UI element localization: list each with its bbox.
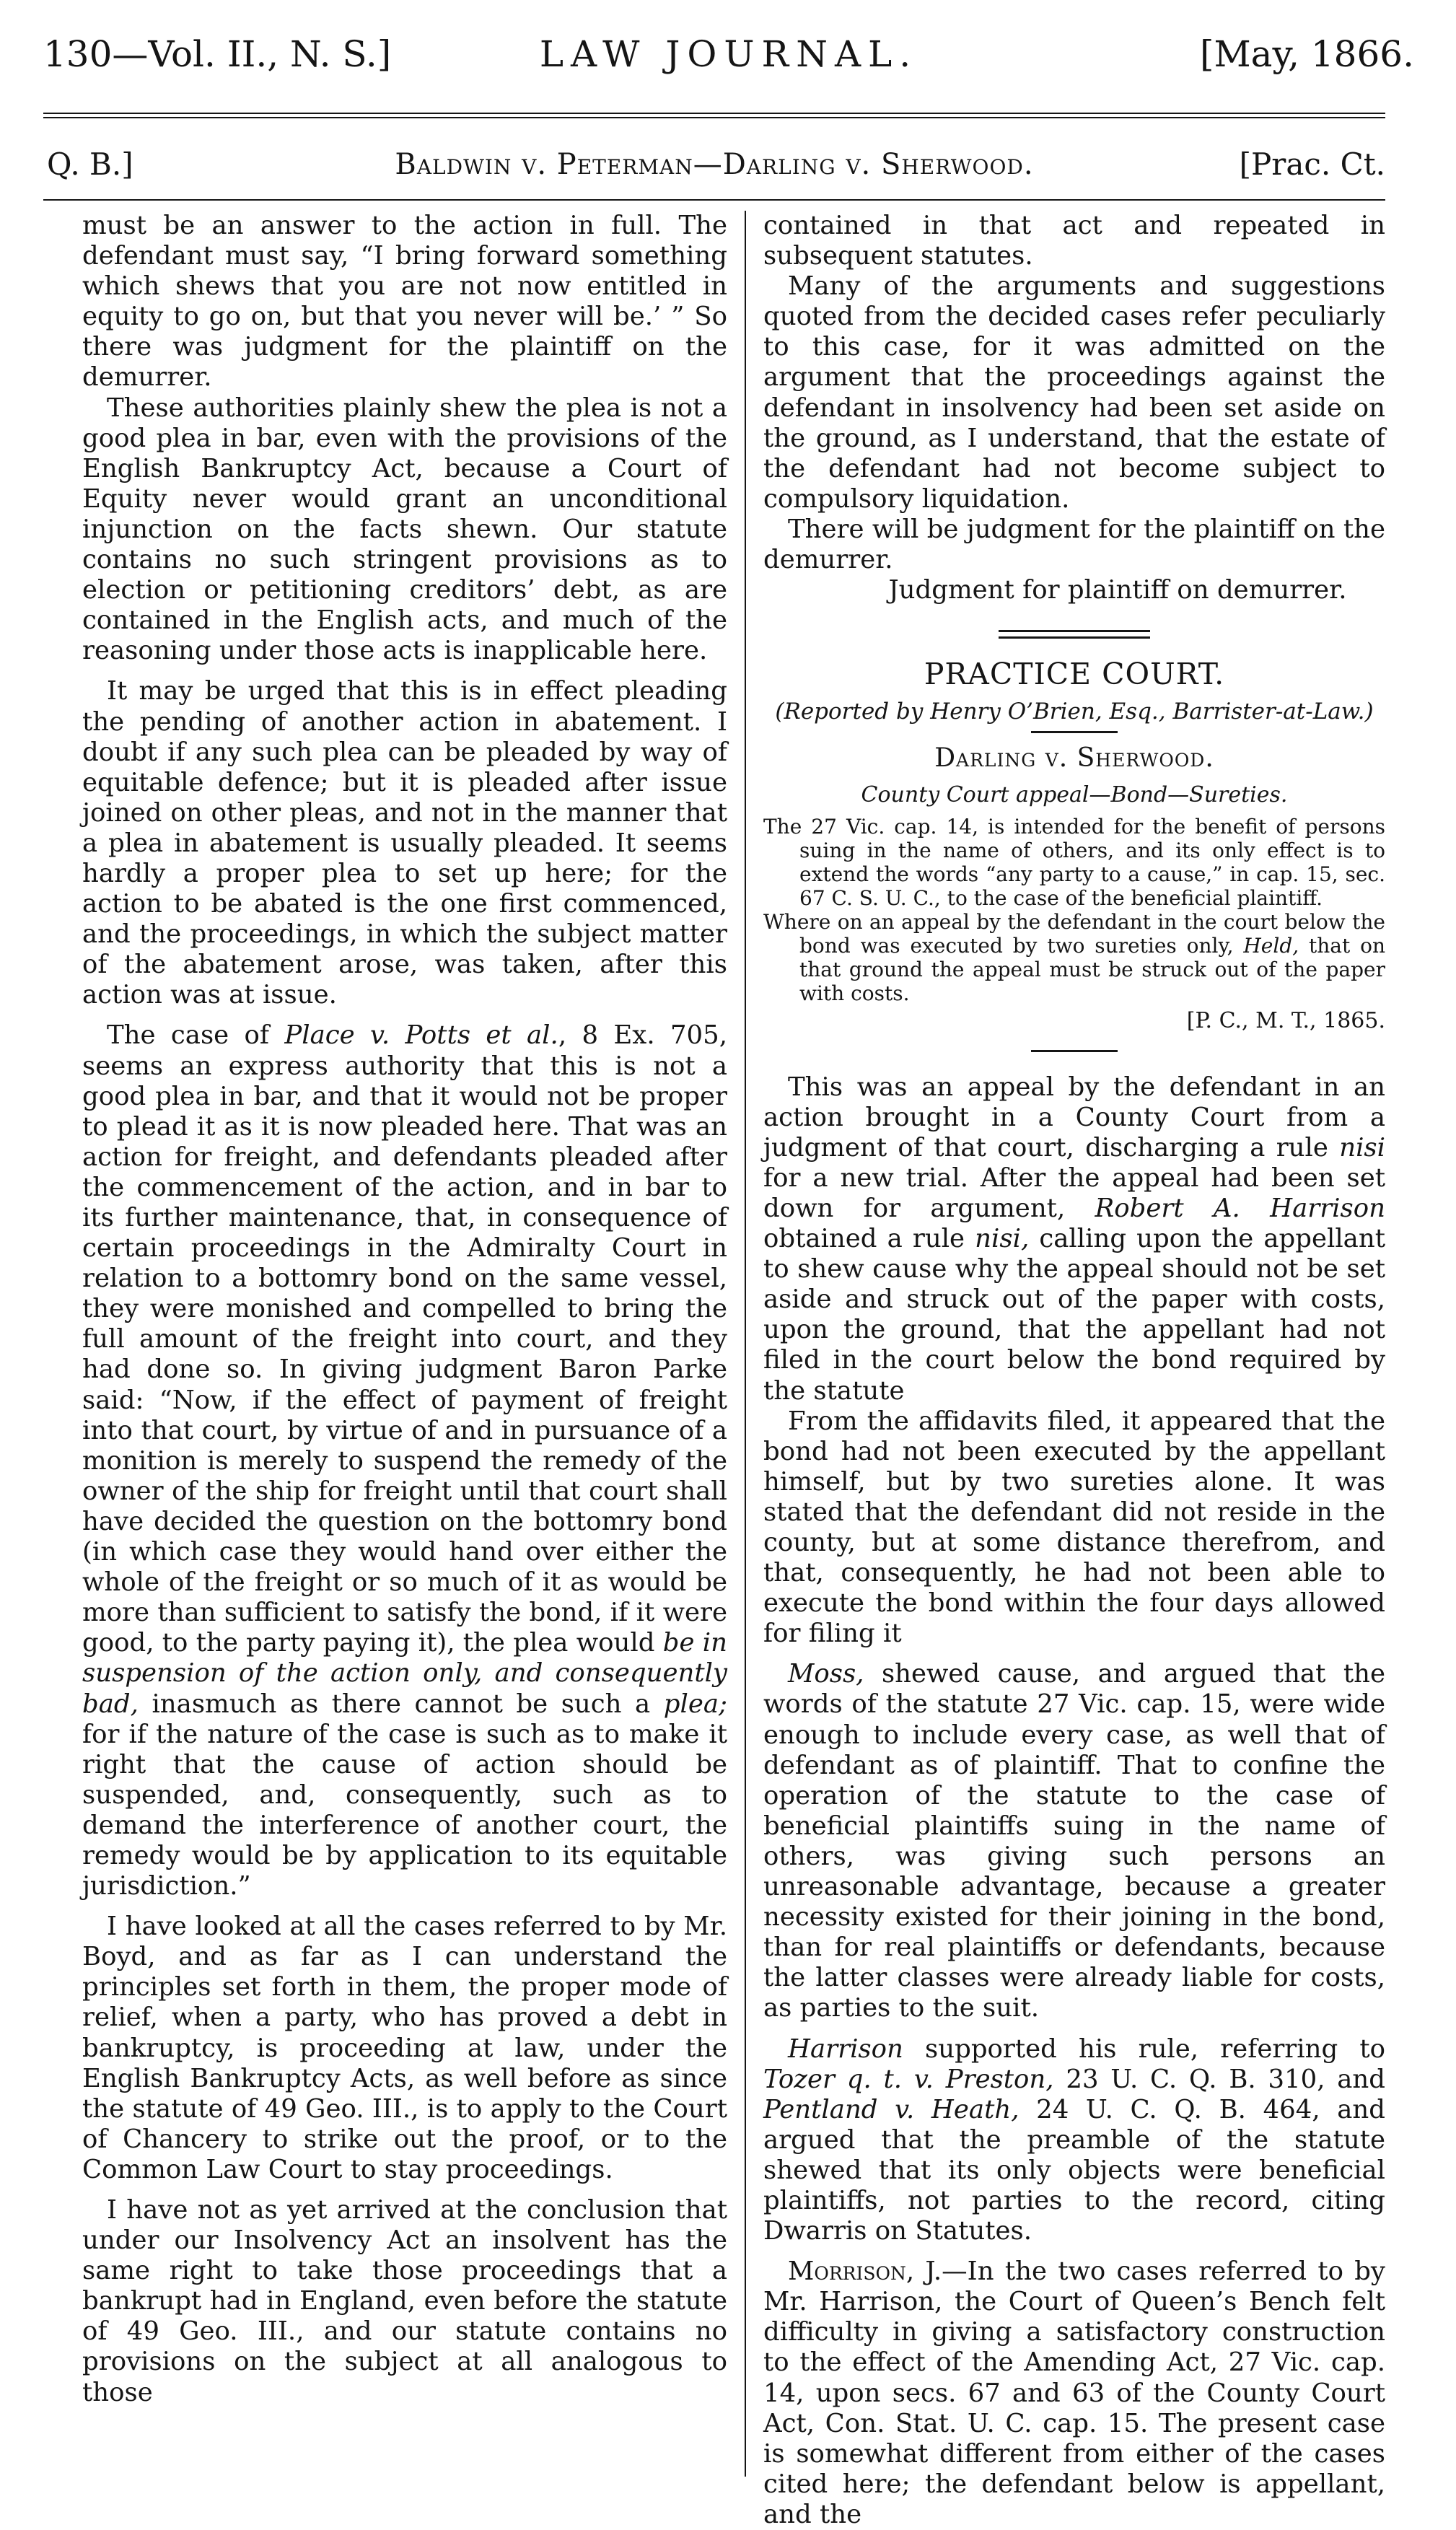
paragraph-abatement: It may be urged that this is in effect pleading the pending of another action in abatement. I doubt if any such plea can be pleaded by way of equitable defence; but it is pleaded after issue joined on other pleas, and not in the manner that a plea in abatement is usually pleaded. It seems hardly a proper plea to set up here; for the action to be abated is the one first commenced, and the proceedings, in which the subject matter of the abatement arose, was taken, after this action was at issue. bbox=[82, 676, 727, 1010]
section-head-court: Q. B.] bbox=[47, 146, 133, 182]
running-head bbox=[43, 30, 1414, 78]
headnotes bbox=[763, 815, 1385, 1005]
section-rule-double bbox=[763, 630, 1385, 639]
case-title: Darling v. Sherwood. bbox=[934, 743, 1214, 774]
case-citation: Place v. Potts et al. bbox=[284, 1020, 558, 1051]
short-rule-2 bbox=[1031, 1050, 1118, 1052]
section-head-rule bbox=[43, 199, 1385, 201]
short-rule bbox=[1031, 731, 1118, 733]
judgment-line: Judgment for plaintiff on demurrer. bbox=[888, 575, 1347, 605]
column-divider bbox=[745, 211, 746, 2477]
case-subject: County Court appeal—Bond—Sureties. bbox=[861, 782, 1288, 807]
running-head-journal-title: LAW JOURNAL. bbox=[539, 33, 918, 75]
paragraph-affidavits: From the affidavits filed, it appeared that the bond had not been executed by the appellant himself, but by two sureties alone. It was stated that the defendant did not reside in the county, but at some distance therefrom, and that, consequently, he had not been able to execute the bond within the four days allowed for filing it bbox=[763, 1406, 1385, 1649]
paragraph-moss: Moss, shewed cause, and argued that the words of the statute 27 Vic. cap. 15, were wide enough to include every case, as well that of defendant as of plaintiff. That to confine the operation of the statute to the case of beneficial plaintiffs suing in the name of others, was giving such persons an unreasonable advantage, because a greater necessity existed for their joining in the bond, than for real plaintiffs or defendants, because the latter classes were already liable for costs, as parties to the suit. bbox=[763, 1659, 1385, 2023]
right-column bbox=[763, 211, 1385, 2530]
paragraph-insolvency-act: I have not as yet arrived at the conclusion that under our Insolvency Act an insolvent has the same right to take those proceedings that a bankrupt had in England, even before the statute of 49 Geo. III., and our statute contains no provisions on the subject at all analogous to those bbox=[82, 2195, 727, 2407]
section-head-cases: Baldwin v. Peterman—Darling v. Sherwood. bbox=[395, 148, 1034, 181]
paragraph-statutes: contained in that act and repeated in subsequent statutes. bbox=[763, 211, 1385, 271]
header-rule-bottom bbox=[43, 117, 1385, 118]
headnote-1: The 27 Vic. cap. 14, is intended for the benefit of persons suing in the name of others, and its only effect is to extend the words “any party to a cause,” in cap. 15, sec. 67 C. S. U. C., to the case of the beneficial plaintiff. bbox=[763, 814, 1385, 910]
paragraph-arguments: Many of the arguments and suggestions quoted from the decided cases refer peculiarly to this case, for it was admitted on the argument that the proceedings against the defendant in insolvency had been set aside on the ground, as I understand, that the estate of the defendant had not become subject to compulsory liquidation. bbox=[763, 271, 1385, 514]
reporter-line: (Reported by Henry O’Brien, Esq., Barrister-at-Law.) bbox=[775, 699, 1374, 725]
left-column bbox=[82, 211, 727, 2408]
italic-phrase: be in suspension of the action only, and consequently bad, bbox=[82, 1628, 727, 1719]
term-citation: [P. C., M. T., 1865. bbox=[1186, 1007, 1385, 1033]
paragraph-authorities: These authorities plainly shew the plea is not a good plea in bar, even with the provisions of the English Bankruptcy Act, because a Court of Equity never would grant an unconditional injunction on the facts shewn. Our statute contains no such stringent provisions as to election or petitioning creditors’ debt, as are contained in the English acts, and much of the reasoning under those acts is inapplicable here. bbox=[82, 393, 727, 666]
paragraph-mr-boyd: I have looked at all the cases referred to by Mr. Boyd, and as far as I can understand the principles set forth in them, the proper mode of relief, when a party, who has proved a debt in bankruptcy, is proceeding at law, under the English Bankruptcy Acts, as well before as since the statute of 49 Geo. III., is to apply to the Court of Chancery to strike out the proof, or to the Common Law Court to stay proceedings. bbox=[82, 1912, 727, 2184]
paragraph-place-v-potts: The case of Place v. Potts et al., 8 Ex. 705, seems an express authority that this is not a good plea in bar, and that it would not be proper to plead it as it is now pleaded here. That was an action for freight, and defendants pleaded after the commencement of the action, and in bar to its further maintenance, that, in consequence of certain proceedings in the Admiralty Court in relation to a bottomry bond on the same vessel, they were monished and compelled to bring the full amount of the freight into court, and they had done so. In giving judgment Baron Parke said: “Now, if the effect of payment of freight into that court, by virtue of and in pursuance of a monition is merely to suspend the remedy of the owner of the ship for freight until that court shall have decided the question on the bottomry bond (in which case they would hand over either the whole of the freight or so much of it as would be more than sufficient to satisfy the bond, if it were good, to the party paying it), the plea would be in suspension of the action only, and consequently bad, inasmuch as there cannot be such a plea; for if the nature of the case is such as to make it right that the cause of action should be suspended, and, consequently, such as to demand the interference of another court, the remedy would be by application to its equitable jurisdiction.” bbox=[82, 1020, 727, 1901]
running-head-volume: 130—Vol. II., N. S.] bbox=[43, 33, 392, 75]
running-head-date: [May, 1866. bbox=[1199, 33, 1414, 75]
paragraph-harrison: Harrison supported his rule, referring to Tozer q. t. v. Preston, 23 U. C. Q. B. 310, and Pentland v. Heath, 24 U. C. Q. B. 464, and argued that the preamble of the statute shewed that its only objects were beneficial plaintiffs, not parties to the record, citing Dwarris on Statutes. bbox=[763, 2034, 1386, 2246]
italic-plea: plea; bbox=[663, 1689, 727, 1719]
paragraph-continued: must be an answer to the action in full. The defendant must say, “I bring forward something which shews that you are not now entitled in equity to go on, but that you never will be.’ ” So there was judgment for the plaintiff on the demurrer. bbox=[82, 211, 727, 393]
headnote-2: Where on an appeal by the defendant in the court below the bond was executed by two sureties only, Held, that on that ground the appeal must be struck out of the paper with costs. bbox=[763, 909, 1386, 1005]
header-rule-top bbox=[43, 113, 1385, 114]
paragraph-morrison: Morrison, J.—In the two cases referred to by Mr. Harrison, the Court of Queen’s Bench felt difficulty in giving a satisfactory construction to the effect of the Amending Act, 27 Vic. cap. 14, upon secs. 67 and 63 of the County Court Act, Con. Stat. U. C. cap. 15. The present case is somewhat different from either of the cases cited here; the defendant below is appellant, and the bbox=[763, 2257, 1385, 2529]
section-head bbox=[43, 143, 1385, 186]
paragraph-judgment: There will be judgment for the plaintiff on the demurrer. bbox=[763, 514, 1385, 575]
practice-court-title: PRACTICE COURT. bbox=[924, 657, 1225, 692]
paragraph-appeal: This was an appeal by the defendant in an action brought in a County Court from a judgment of that court, discharging a rule nisi for a new trial. After the appeal had been set down for argument, Robert A. Harrison obtained a rule nisi, calling upon the appellant to shew cause why the appeal should not be set aside and struck out of the paper with costs, upon the ground, that the appellant had not filed in the court below the bond required by the statute bbox=[763, 1072, 1385, 1406]
section-head-practice: [Prac. Ct. bbox=[1239, 146, 1385, 182]
